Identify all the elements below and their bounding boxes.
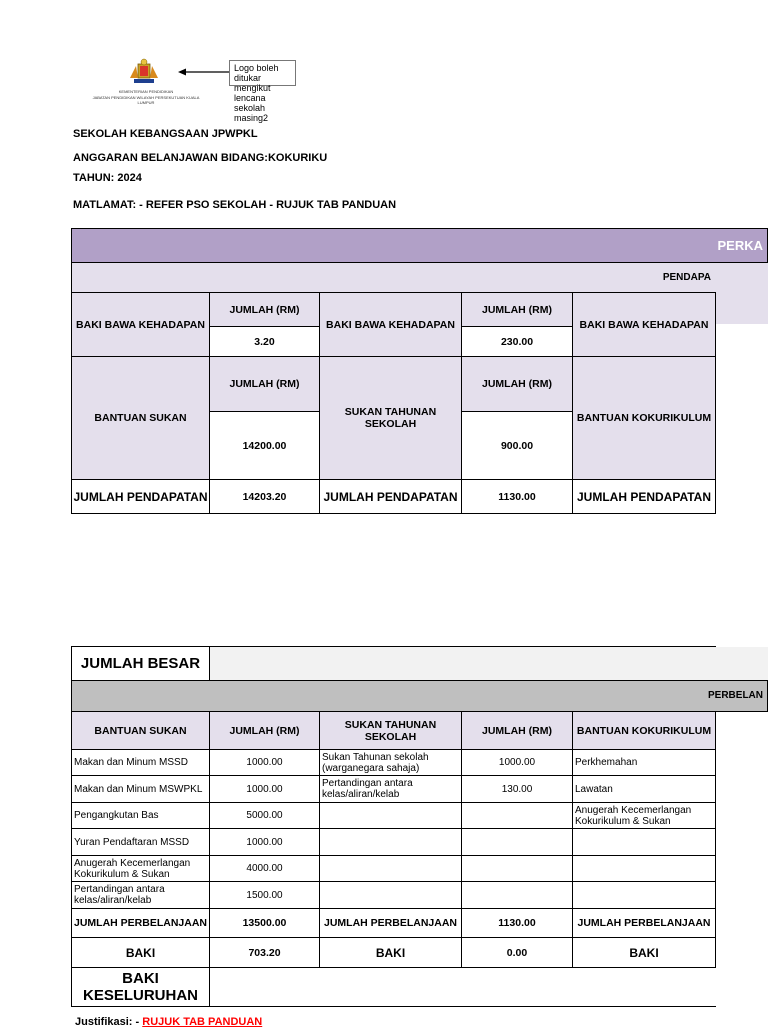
exp-row-2-item-2: Pertandingan antara kelas/aliran/kelab [319,775,462,803]
exp-row-6-amount-2 [461,881,573,909]
exp-row-5-item-2 [319,855,462,882]
exp-header-jumlah-2: JUMLAH (RM) [461,711,573,750]
exp-row-1-item-2: Sukan Tahunan sekolah (warganegara sahaja) [319,749,462,776]
income-source-value-1: 14200.00 [209,411,320,480]
exp-header-sukan-tahunan: SUKAN TAHUNAN SEKOLAH [319,711,462,750]
income-band-extension [715,263,768,324]
exp-row-5-amount: 4000.00 [209,855,320,882]
budget-title: ANGGARAN BELANJAWAN BIDANG:KOKURIKU [73,152,328,164]
exp-row-6-item-3 [572,881,716,909]
exp-row-3-item: Pengangkutan Bas [71,802,210,829]
exp-row-4-amount: 1000.00 [209,828,320,856]
exp-row-2-item: Makan dan Minum MSWPKL [71,775,210,803]
income-source-value-2: 900.00 [461,411,573,480]
exp-row-1-amount: 1000.00 [209,749,320,776]
school-name: SEKOLAH KEBANGSAAN JPWPKL [73,128,258,140]
justifikasi-line [75,1016,262,1028]
arrow-icon [178,67,230,77]
exp-row-4-item-3 [572,828,716,856]
exp-baki-label-3: BAKI [572,937,716,968]
income-baki-value-1: 3.20 [209,326,320,357]
exp-total-label-1: JUMLAH PERBELANJAAN [71,908,210,938]
exp-row-1-item: Makan dan Minum MSSD [71,749,210,776]
exp-baki-label-2: BAKI [319,937,462,968]
exp-row-2-amount-2: 130.00 [461,775,573,803]
exp-header-bantuan-kokurikulum: BANTUAN KOKURIKULUM [572,711,716,750]
exp-header-bantuan-sukan: BANTUAN SUKAN [71,711,210,750]
income-band-title: PERKA [71,228,768,263]
income-jumlah-header-1: JUMLAH (RM) [209,292,320,327]
income-baki-label-3: BAKI BAWA KEHADAPAN [572,292,716,357]
exp-row-3-amount-2 [461,802,573,829]
crest-caption-department: JABATAN PENDIDIKAN WILAYAH PERSEKUTUAN KUALA LUMPUR [92,95,200,105]
justifikasi-value: RUJUK TAB PANDUAN [142,1016,263,1028]
exp-row-1-item-3: Perkhemahan [572,749,716,776]
income-total-label-1: JUMLAH PENDAPATAN [71,479,210,514]
crest-caption-ministry: KEMENTERIAN PENDIDIKAN [118,89,174,94]
exp-baki-value-2: 0.00 [461,937,573,968]
baki-keseluruhan-label: BAKI KESELURUHAN [71,967,210,1007]
exp-header-jumlah-1: JUMLAH (RM) [209,711,320,750]
exp-row-4-amount-2 [461,828,573,856]
exp-row-3-item-3: Anugerah Kecemerlangan Kokurikulum & Sukan [572,802,716,829]
income-total-label-3: JUMLAH PENDAPATAN [572,479,716,514]
exp-row-2-item-3: Lawatan [572,775,716,803]
exp-baki-label-1: BAKI [71,937,210,968]
jumlah-besar-value [209,646,716,681]
income-source-sukan-tahunan: SUKAN TAHUNAN SEKOLAH [319,356,462,480]
expenditure-band-sub: PERBELAN [71,680,768,712]
income-source-bantuan-sukan: BANTUAN SUKAN [71,356,210,480]
income-jumlah-header-4: JUMLAH (RM) [461,356,573,412]
exp-row-1-amount-2: 1000.00 [461,749,573,776]
justifikasi-label: Justifikasi: - [75,1016,140,1028]
income-jumlah-header-2: JUMLAH (RM) [461,292,573,327]
exp-total-label-2: JUMLAH PERBELANJAAN [319,908,462,938]
logo-note: Logo boleh ditukar mengikut lencana sekolah masing2 [229,60,296,86]
income-total-value-2: 1130.00 [461,479,573,514]
exp-row-6-amount: 1500.00 [209,881,320,909]
crest-logo [124,58,164,88]
exp-row-2-amount: 1000.00 [209,775,320,803]
exp-row-3-amount: 5000.00 [209,802,320,829]
income-band-sub: PENDAPA [71,262,716,293]
income-jumlah-header-3: JUMLAH (RM) [209,356,320,412]
exp-row-3-item-2 [319,802,462,829]
income-baki-label-1: BAKI BAWA KEHADAPAN [71,292,210,357]
exp-total-value-2: 1130.00 [461,908,573,938]
jumlah-besar-extension [715,647,768,680]
exp-row-6-item-2 [319,881,462,909]
baki-keseluruhan-value [209,967,716,1007]
exp-row-5-item: Anugerah Kecemerlangan Kokurikulum & Sukan [71,855,210,882]
income-baki-value-2: 230.00 [461,326,573,357]
income-total-value-1: 14203.20 [209,479,320,514]
exp-baki-value-1: 703.20 [209,937,320,968]
jumlah-besar-label: JUMLAH BESAR [71,646,210,681]
exp-row-5-item-3 [572,855,716,882]
income-source-bantuan-kokurikulum: BANTUAN KOKURIKULUM [572,356,716,480]
exp-row-4-item-2 [319,828,462,856]
income-baki-label-2: BAKI BAWA KEHADAPAN [319,292,462,357]
goal-label: MATLAMAT: - REFER PSO SEKOLAH - RUJUK TAB PANDUAN [73,199,397,211]
income-total-label-2: JUMLAH PENDAPATAN [319,479,462,514]
year-label: TAHUN: 2024 [73,172,142,184]
exp-total-value-1: 13500.00 [209,908,320,938]
exp-row-6-item: Pertandingan antara kelas/aliran/kelab [71,881,210,909]
exp-total-label-3: JUMLAH PERBELANJAAN [572,908,716,938]
exp-row-4-item: Yuran Pendaftaran MSSD [71,828,210,856]
exp-row-5-amount-2 [461,855,573,882]
